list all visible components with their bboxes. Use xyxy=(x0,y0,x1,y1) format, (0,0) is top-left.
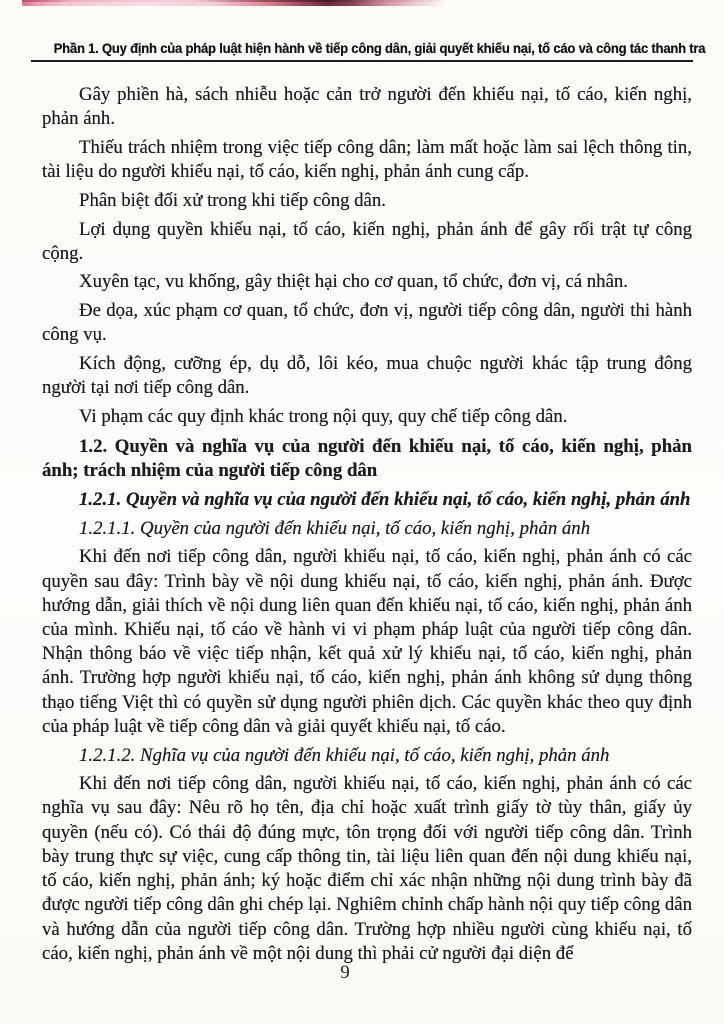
paragraph: Xuyên tạc, vu khống, gây thiệt hại cho cơ quan, tổ chức, đơn vị, cá nhân. xyxy=(79,271,628,293)
paragraph: Lợi dụng quyền khiếu nại, tố cáo, kiến nghị, phản ánh để gây rối trật tự công cộng. xyxy=(42,218,692,264)
paragraph: Gây phiền hà, sách nhiễu hoặc cản trở người đến khiếu nại, tố cáo, kiến nghị, phản ánh. xyxy=(42,84,692,130)
section-heading-1-2: 1.2. Quyền và nghĩa vụ của người đến khiếu nại, tố cáo, kiến nghị, phản ánh; trách nhiệm của người tiếp công dân xyxy=(42,436,692,482)
section-heading-1-2-1-2: 1.2.1.2. Nghĩa vụ của người đến khiếu nại, tố cáo, kiến nghị, phản ánh xyxy=(79,744,610,766)
scan-edge-artifact xyxy=(22,0,446,6)
section-heading-1-2-1: 1.2.1. Quyền và nghĩa vụ của người đến khiếu nại, tố cáo, kiến nghị, phản ánh xyxy=(79,489,691,511)
running-header-text: Phần 1. Quy định của pháp luật hiện hành về tiếp công dân, giải quyết khiếu nại, tố cáo và công tác thanh tra xyxy=(53,40,706,56)
paragraph: Đe dọa, xúc phạm cơ quan, tổ chức, đơn vị, người tiếp công dân, người thi hành công vụ. xyxy=(42,300,692,346)
paragraph: Phân biệt đối xử trong khi tiếp công dân. xyxy=(79,189,386,211)
page-body xyxy=(42,83,692,970)
paragraph: Vi phạm các quy định khác trong nội quy, quy chế tiếp công dân. xyxy=(79,405,568,427)
paragraph: Khi đến nơi tiếp công dân, người khiếu nại, tố cáo, kiến nghị, phản ánh có các nghĩa vụ sau đây: Nêu rõ họ tên, địa chỉ hoặc xuất trình giấy tờ tùy thân, giấy ủy quyền (nếu có). Có thái độ đúng mực, tôn trọng đối với người tiếp công dân. Trình bày trung thực sự việc, cung cấp thông tin, tài liệu liên quan đến nội dung khiếu nại, tố cáo, kiến nghị, phản ánh; ký hoặc điểm chỉ xác nhận những nội dung trình bày đã được người tiếp công dân ghi chép lại. Nghiêm chỉnh chấp hành nội quy tiếp công dân và hướng dẫn của người tiếp công dân. Trường hợp nhiều người cùng khiếu nại, tố cáo, kiến nghị, phản ánh về một nội dung thì phải cử người đại diện để xyxy=(42,773,692,964)
page-number: 9 xyxy=(340,962,350,983)
section-heading-1-2-1-1: 1.2.1.1. Quyền của người đến khiếu nại, tố cáo, kiến nghị, phản ánh xyxy=(79,517,591,539)
paragraph: Kích động, cưỡng ép, dụ dỗ, lôi kéo, mua chuộc người khác tập trung đông người tại nơi tiếp công dân. xyxy=(42,353,692,399)
paragraph: Khi đến nơi tiếp công dân, người khiếu nại, tố cáo, kiến nghị, phản ánh có các quyền sau đây: Trình bày về nội dung khiếu nại, tố cáo, kiến nghị, phản ánh. Được hướng dẫn, giải thích về nội dung liên quan đến khiếu nại, tố cáo, kiến nghị, phản ánh của mình. Khiếu nại, tố cáo về hành vi vi phạm pháp luật của người tiếp công dân. Nhận thông báo về việc tiếp nhận, kết quả xử lý khiếu nại, tố cáo, kiến nghị, phản ánh. Trường hợp người khiếu nại, tố cáo, kiến nghị, phản ánh không sử dụng thông thạo tiếng Việt thì có quyền sử dụng người phiên dịch. Các quyền khác theo quy định của pháp luật về tiếp công dân và giải quyết khiếu nại, tố cáo. xyxy=(42,546,692,737)
running-header xyxy=(31,40,706,62)
paragraph: Thiếu trách nhiệm trong việc tiếp công dân; làm mất hoặc làm sai lệch thông tin, tài liệu do người khiếu nại, tố cáo, kiến nghị, phản ánh cung cấp. xyxy=(42,136,692,183)
